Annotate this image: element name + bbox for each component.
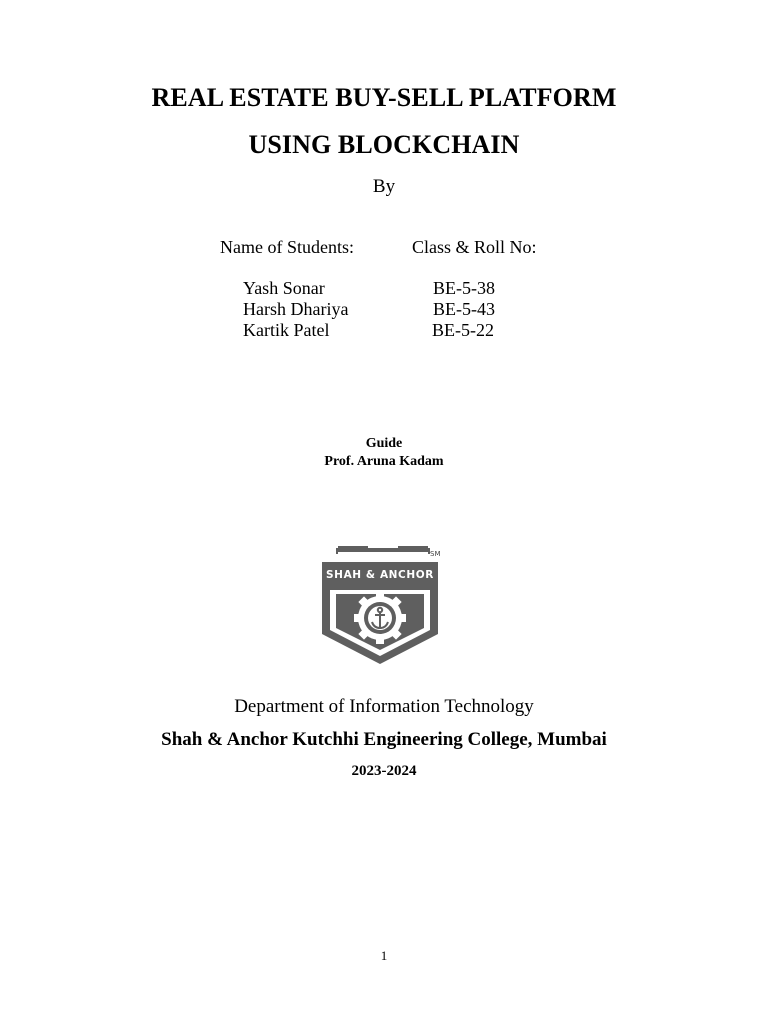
title-line-2: USING BLOCKCHAIN xyxy=(248,130,520,159)
college-name: Shah & Anchor Kutchhi Engineering College, Mumbai xyxy=(161,729,607,750)
student-roll: BE-5-38 xyxy=(433,278,495,298)
student-name: Yash Sonar xyxy=(243,278,325,298)
department: Department of Information Technology xyxy=(234,696,534,717)
student-roll: BE-5-43 xyxy=(433,299,495,319)
students-header: Name of Students: xyxy=(220,237,354,257)
college-logo xyxy=(318,544,448,668)
student-roll: BE-5-22 xyxy=(432,320,494,340)
guide-name: Prof. Aruna Kadam xyxy=(324,454,444,469)
logo-text: SHAH & ANCHOR xyxy=(326,569,434,581)
roll-header: Class & Roll No: xyxy=(412,237,537,257)
page-number: 1 xyxy=(380,948,388,963)
by-label: By xyxy=(372,176,396,197)
student-name: Kartik Patel xyxy=(243,320,330,340)
logo-sm-mark: SM xyxy=(430,550,441,558)
academic-year: 2023-2024 xyxy=(351,763,417,779)
title-line-1: REAL ESTATE BUY-SELL PLATFORM xyxy=(151,83,617,112)
guide-label: Guide xyxy=(365,436,403,451)
student-name: Harsh Dhariya xyxy=(243,299,349,319)
